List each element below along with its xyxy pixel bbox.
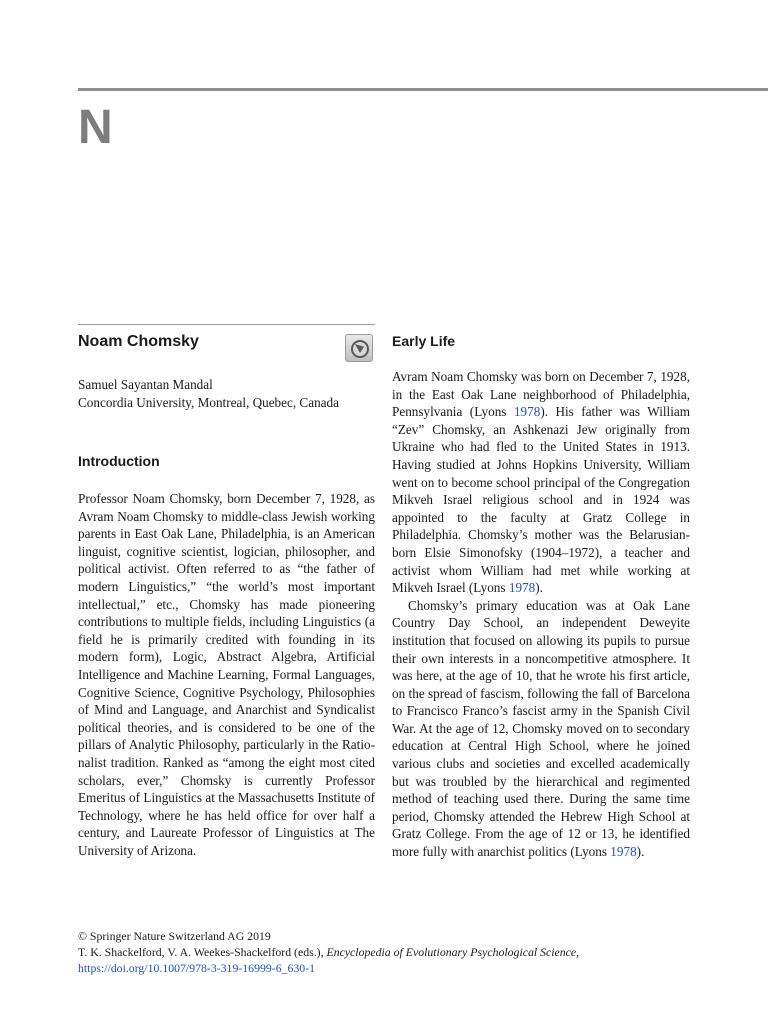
citation-link[interactable]: 1978 (610, 844, 637, 860)
citation-book-title: Encyclopedia of Evolutionary Psychological Science (326, 945, 577, 959)
citation-line (78, 944, 698, 960)
author-name: Samuel Sayantan Mandal (78, 377, 213, 392)
early-life-p1-text-b: ). His father was William “Zev” Chomsky, an Ashkenazi Jew originally from Ukraine who had fled to the United States in 1913. Having studied at Johns Hopkins University, William went on to become school principal of the Congregation Mikveh Israel religious school and in 1924 was appointed to the faculty at Gratz College in Philadelphia. Chomsky’s mother was the Belarusian-born Elsie Simonofsky (1904–1972), a teacher and activist whom William had met while working at Mikveh Israel (Lyons (392, 404, 690, 596)
author-affiliation: Concordia University, Montreal, Quebec, Canada (78, 395, 339, 410)
copyright-line: © Springer Nature Switzerland AG 2019 (78, 929, 271, 943)
citation-editors: T. K. Shackelford, V. A. Weekes-Shackelford (eds.), (78, 945, 327, 959)
early-life-p2-text-b: ). (636, 844, 645, 860)
footer (78, 928, 698, 976)
doi-link[interactable]: https://doi.org/10.1007/978-3-319-16999-6_630-1 (78, 961, 316, 975)
introduction-paragraph: Professor Noam Chomsky, born December 7, 1928, as Avram Noam Chomsky to middle-class Jewish working parents in East Oak Lane, Philadelphia, is an American linguist, cognitive scientist, logician, philosopher, and political activist. Often referred to as “the father of modern Linguistics,” “the world’s most important intellectual,” etc., Chomsky has made pioneering contributions to multiple fields, including Linguistics (a field he is primarily credited with founding in its modern form), Logic, Abstract Algebra, Artificial Intelligence and Machine Learning, Formal Languages, Cognitive Science, Cognitive Psychology, Philosophies of Mind and Language, and Anarchist and Syndicalist political theories, and is considered to be one of the pillars of Analytic Philosophy, particularly in the Rationalist tradition. Ranked as “among the eight most cited scholars, ever,” Chomsky is currently Professor Emeritus of Linguistics at the Massachusetts Institute of Technology, where he has held office for over half a century, and Laureate Professor of Linguistics at The University of Arizona. (78, 491, 375, 858)
early-life-p1-text-a: Avram Noam Chomsky was born on December 7, 1928, in the East Oak Lane neighborhood of Philadelphia, Pennsylvania (Lyons (392, 369, 690, 420)
title-rule (78, 324, 375, 325)
citation-comma: , (576, 945, 580, 959)
top-rule (78, 88, 768, 91)
citation-link[interactable]: 1978 (513, 404, 541, 420)
entry-title: Noam Chomsky (78, 333, 199, 350)
left-column (78, 324, 375, 859)
introduction-heading: Introduction (78, 453, 160, 469)
crossmark-icon[interactable] (345, 334, 373, 362)
early-life-paragraph-2 (392, 597, 690, 861)
early-life-paragraph-1 (392, 368, 690, 597)
citation-link[interactable]: 1978 (508, 580, 536, 596)
early-life-p1-text-c: ). (535, 580, 543, 596)
early-life-heading: Early Life (392, 333, 456, 349)
right-column (392, 332, 690, 861)
author-block (78, 376, 375, 412)
early-life-p2-text-a: Chomsky’s primary education was at Oak Lane Country Day School, an independent Deweyite institution that focused on allowing its pupils to pursue their own interests in a noncompetitive atmosphere. It was here, at the age of 10, that he wrote his first article, on the spread of fascism, following the fall of Barcelona to Francisco Franco’s fascist army in the Spanish Civil War. At the age of 12, Chomsky moved on to secondary education at Central High School, where he joined various clubs and societies and excelled academically but was troubled by the hierarchical and regimented method of teaching used there. During the same time period, Chomsky attended the Hebrew High School at Gratz College. From the age of 12 or 13, he identified more fully with anarchist politics (Lyons (392, 597, 690, 860)
section-letter: N (78, 101, 112, 154)
entry-header (78, 332, 375, 366)
